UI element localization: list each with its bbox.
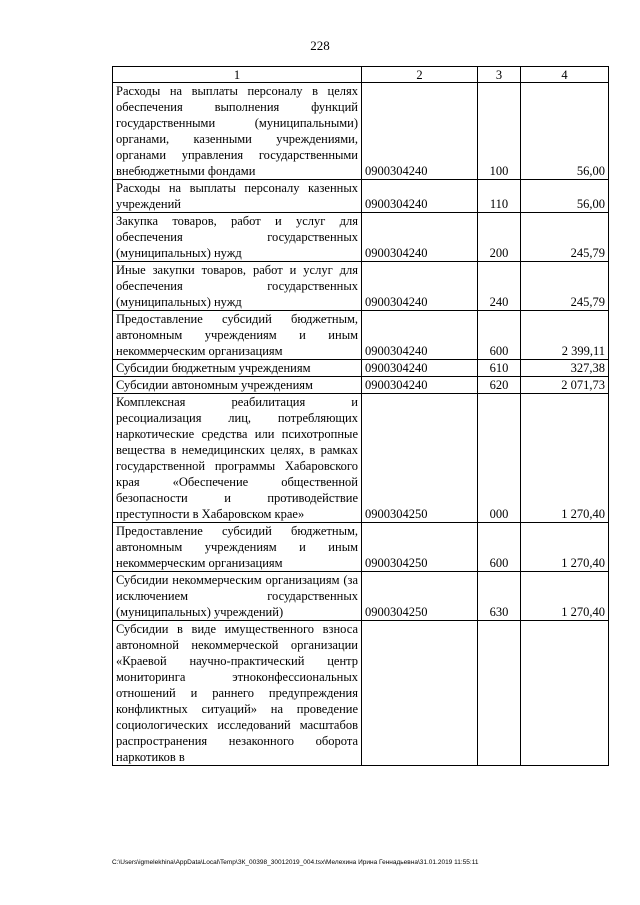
page-number: 228	[310, 38, 330, 53]
row-code: 0900304240	[362, 360, 478, 377]
row-code: 0900304240	[362, 213, 478, 262]
row-name: Предоставление субсидий бюджетным, автономным учреждениям и иным некоммерческим организациям	[113, 311, 362, 360]
row-name: Расходы на выплаты персоналу казенных учреждений	[113, 180, 362, 213]
row-kind: 110	[478, 180, 521, 213]
row-code: 0900304250	[362, 394, 478, 523]
row-name: Расходы на выплаты персоналу в целях обеспечения выполнения функций государственными (муниципальными) органами, казенными учреждениями, органами управления государственными внебюджетными фондами	[113, 83, 362, 180]
row-kind	[478, 621, 521, 766]
table-header-row	[113, 67, 609, 83]
row-name: Предоставление субсидий бюджетным, автономным учреждениям и иным некоммерческим организациям	[113, 523, 362, 572]
row-kind: 600	[478, 523, 521, 572]
table-row	[113, 572, 609, 621]
table-row	[113, 394, 609, 523]
budget-table	[112, 66, 609, 766]
table-row	[113, 621, 609, 766]
row-amount: 1 270,40	[521, 394, 609, 523]
row-kind: 000	[478, 394, 521, 523]
row-kind: 240	[478, 262, 521, 311]
row-amount: 1 270,40	[521, 572, 609, 621]
column-header-kind: 3	[478, 67, 521, 83]
column-header-code: 2	[362, 67, 478, 83]
row-kind: 620	[478, 377, 521, 394]
row-name: Субсидии бюджетным учреждениям	[113, 360, 362, 377]
row-name: Субсидии автономным учреждениям	[113, 377, 362, 394]
column-header-name: 1	[113, 67, 362, 83]
row-kind: 630	[478, 572, 521, 621]
row-amount	[521, 621, 609, 766]
row-amount: 2 071,73	[521, 377, 609, 394]
row-kind: 200	[478, 213, 521, 262]
row-name: Иные закупки товаров, работ и услуг для обеспечения государственных (муниципальных) нужд	[113, 262, 362, 311]
row-code: 0900304240	[362, 83, 478, 180]
row-amount: 2 399,11	[521, 311, 609, 360]
table-row	[113, 523, 609, 572]
table-row	[113, 377, 609, 394]
row-name: Субсидии некоммерческим организациям (за исключением государственных (муниципальных) учреждений)	[113, 572, 362, 621]
row-name: Комплексная реабилитация и ресоциализация лиц, потребляющих наркотические средства или психотропные вещества в немедицинских целях, в рамках государственной программы Хабаровского края «Обеспечение общественной безопасности и противодействие преступности в Хабаровском крае»	[113, 394, 362, 523]
table-row	[113, 213, 609, 262]
row-name: Закупка товаров, работ и услуг для обеспечения государственных (муниципальных) нужд	[113, 213, 362, 262]
row-kind: 100	[478, 83, 521, 180]
row-code: 0900304240	[362, 377, 478, 394]
row-code: 0900304240	[362, 311, 478, 360]
row-code: 0900304250	[362, 572, 478, 621]
row-kind: 610	[478, 360, 521, 377]
table-row	[113, 83, 609, 180]
row-kind: 600	[478, 311, 521, 360]
table-row	[113, 180, 609, 213]
row-amount: 56,00	[521, 180, 609, 213]
row-amount: 1 270,40	[521, 523, 609, 572]
row-code: 0900304250	[362, 523, 478, 572]
column-header-amount: 4	[521, 67, 609, 83]
row-code: 0900304240	[362, 180, 478, 213]
row-amount: 245,79	[521, 262, 609, 311]
row-amount: 56,00	[521, 83, 609, 180]
row-name: Субсидии в виде имущественного взноса автономной некоммерческой организации «Краевой научно-практический центр мониторинга этноконфессиональных отношений и раннего предупреждения конфликтных ситуаций» на проведение социологических исследований масштабов распространения незаконного оборота наркотиков в	[113, 621, 362, 766]
row-amount: 245,79	[521, 213, 609, 262]
table-row	[113, 311, 609, 360]
row-amount: 327,38	[521, 360, 609, 377]
table-row	[113, 360, 609, 377]
row-code	[362, 621, 478, 766]
table-row	[113, 262, 609, 311]
document-path-footer: C:\Users\igmelekhina\AppData\Local\Temp\ЗК_00398_30012019_004.tsx\Мелехина Ирина Геннадьевна\31.01.2019 11:55:11	[112, 859, 479, 866]
row-code: 0900304240	[362, 262, 478, 311]
